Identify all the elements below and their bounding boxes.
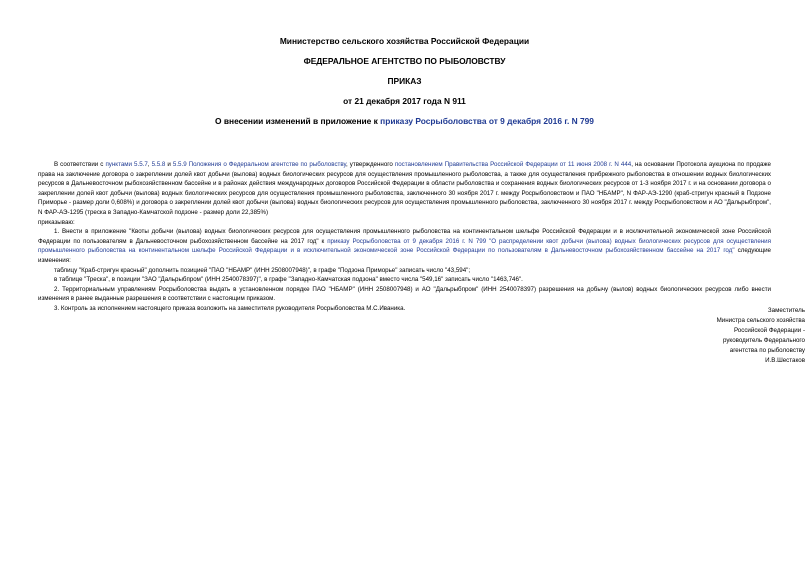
signature-line-3: Российской Федерации - — [733, 327, 805, 334]
preamble-text-3: и — [165, 161, 173, 168]
date-number-heading: от 21 декабря 2017 года N 911 — [343, 96, 466, 106]
preamble-text-5: , на основании Протокола аукциона по продаже права на заключение договора о закреплении долей квот добычи (вылова) водных биологических ресурсов для осуществления промышленного рыболовства, а также для осуществления прибрежного рыболовства в отношении водных биологических ресурсов в Дальневосточном рыбохозяйственном бассейне и в районах действия международных договоров Российской Федерации в области рыболовства и сохранения водных биологических ресурсов от 1-3 ноября 2017 г. и на основании договора о закреплении долей квот добычи (вылова) водных биологических ресурсов для осуществления промышленного рыболовства, заключенного 30 ноября 2017 г. между Росрыболовством и ПАО "НБАМР", N ФАР-АЭ-1290 (краб-стригун красный в Подзоне Приморье - размер доли 0,608%) и договора о закреплении долей квот добычи (вылова) водных биологических ресурсов для осуществления промышленного рыболовства, заключенного 30 ноября 2017 г. между Росрыболовством и АО "Дальрыбпром", N ФАР-АЭ-1295 (треска в Западно-Камчатской подзоне - размер доли 22,385%) — [38, 161, 771, 216]
title-link[interactable]: приказу Росрыболовства от 9 декабря 2016 г. N 799 — [380, 116, 594, 126]
signature-line-5: агентства по рыболовству — [729, 347, 805, 354]
document-title — [38, 116, 771, 126]
item-2-paragraph: 2. Территориальным управлениям Росрыболовства выдать в установленном порядке ПАО "НБАМР" (ИНН 2508007948) и АО "Дальрыбпром" (ИНН 2540078397) разрешения на добычу (вылов) водных биологических ресурсов либо внести изменения в ранее выданные разрешения в соответствии с настоящим приказом. — [38, 285, 771, 303]
signature-line-1: Заместитель — [767, 307, 805, 314]
link-government-decree[interactable]: постановлением Правительства Российской Федерации от 11 июня 2008 г. N 444 — [394, 161, 632, 168]
sub-item-crab: таблицу "Краб-стригун красный" дополнить позицией "ПАО "НБАМР" (ИНН 2508007948)", в графе "Подзона Приморье" записать число "43,594"; — [54, 266, 471, 274]
link-point-557[interactable]: пунктами 5.5.7 — [105, 161, 148, 168]
item-1-paragraph — [38, 227, 771, 265]
signature-line-4: руководитель Федерального — [722, 337, 805, 344]
preamble-text-1: В соответствии с — [54, 161, 106, 168]
link-order-799[interactable]: приказу Росрыболовства от 9 декабря 2016 г. N 799 "О распределении квот добычи (вылова) водных биологических ресурсов для осуществления промышленного рыболовства на континентальном шельфе Российской Федерации и в исключительной экономической зоне Российской Федерации по пользователям в Дальневосточном рыбохозяйственном бассейне на 2017 год" — [38, 237, 771, 255]
ministry-heading: Министерство сельского хозяйства Российской Федерации — [279, 36, 530, 46]
item-1-text: 1. Внести в приложение "Квоты добычи (вылова) водных биологических ресурсов для осуществления промышленного рыболовства на континентальном шельфе Российской Федерации и в исключительной экономической зоне Российской Федерации по пользователям в Дальневосточном рыбохозяйственном бассейне на 2017 год" к — [38, 228, 771, 245]
preamble-text-2: , — [147, 161, 152, 168]
order-heading: ПРИКАЗ — [387, 76, 422, 86]
preamble-paragraph — [38, 160, 771, 218]
order-word: приказываю: — [38, 218, 75, 226]
sub-item-cod: в таблице "Треска", в позиции "ЗАО "Дальрыбпром" (ИНН 2540078397)", в графе "Западно-Камчатская подзона" вместо числа "549,16" записать число "1463,746". — [54, 276, 523, 284]
item-3-paragraph: 3. Контроль за исполнением настоящего приказа возложить на заместителя руководителя Росрыболовства М.С.Иваника. — [54, 304, 406, 312]
signatory-name: И.В.Шестаков — [765, 357, 805, 364]
signature-line-2: Министра сельского хозяйства — [716, 317, 805, 324]
agency-heading: ФЕДЕРАЛЬНОЕ АГЕНТСТВО ПО РЫБОЛОВСТВУ — [303, 56, 506, 66]
link-point-558[interactable]: 5.5.8 — [151, 161, 166, 168]
link-regulation[interactable]: 5.5.9 Положения о Федеральном агентстве по рыболовству — [172, 161, 347, 168]
preamble-text-4: , утвержденного — [346, 161, 395, 168]
item-1-text-end: следующие изменения: — [38, 247, 772, 264]
signature-block — [717, 306, 805, 366]
title-text: О внесении изменений в приложение к — [215, 116, 381, 126]
